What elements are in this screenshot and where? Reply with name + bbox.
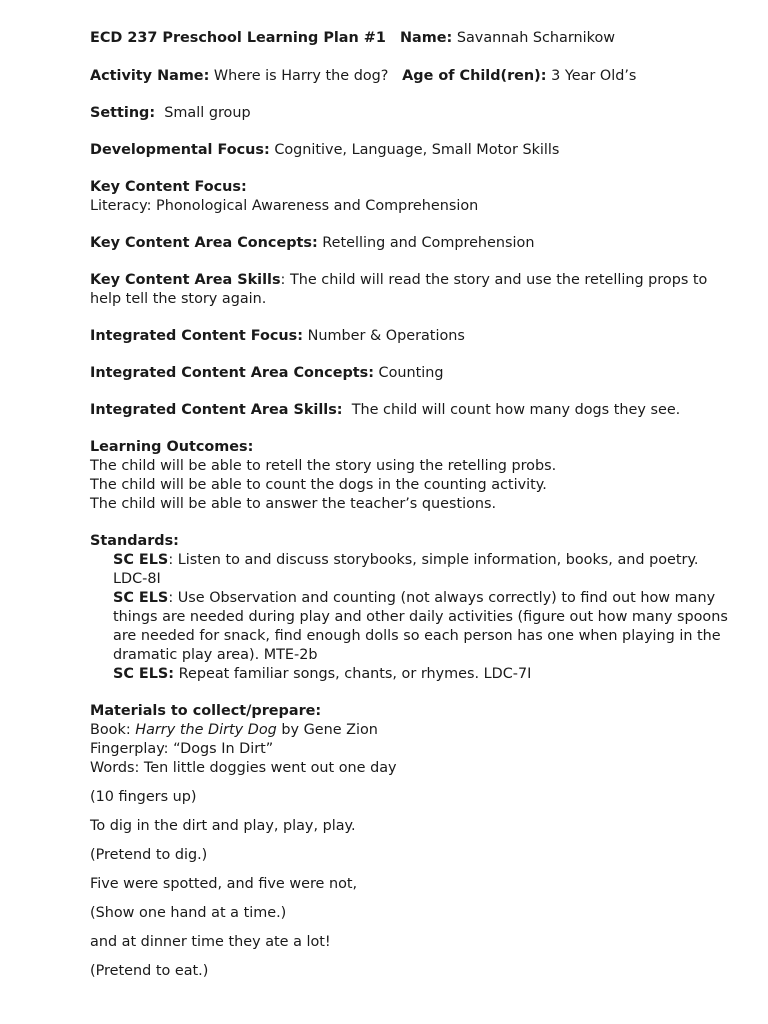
book-prefix: Book: [90,722,136,738]
standard-label: SC ELS [113,552,169,568]
learning-outcomes-label: Learning Outcomes: [90,439,254,455]
key-content-area-skills-label: Key Content Area Skills [90,272,281,288]
age-value: 3 Year Old’s [551,68,637,84]
integrated-content-area-concepts-line [90,364,730,383]
materials-label: Materials to collect/prepare: [90,703,322,719]
integrated-content-focus-line [90,327,730,346]
poem-line: (Pretend to dig.) [90,847,208,863]
materials-book-line [90,721,730,740]
activity-name-value: Where is Harry the dog? [213,68,389,84]
standard-label: SC ELS: [113,666,175,682]
setting-value: Small group [164,105,251,121]
poem-line: To dig in the dirt and play, play, play. [90,818,356,834]
developmental-focus-value: Cognitive, Language, Small Motor Skills [274,142,560,158]
document-header [90,30,730,49]
standard-item [90,589,730,665]
book-title: Harry the Dirty Dog [135,722,277,738]
key-content-area-concepts-value: Retelling and Comprehension [322,235,535,251]
setting-line [90,104,730,123]
name-value: Savannah Scharnikow [456,30,616,46]
integrated-content-area-concepts-label: Integrated Content Area Concepts: [90,365,374,381]
key-content-area-concepts-label: Key Content Area Concepts: [90,235,318,251]
key-content-focus-label: Key Content Focus: [90,179,247,195]
key-content-focus-value: Literacy: Phonological Awareness and Comprehension [90,198,479,214]
key-content-area-skills-value: : The child will read the story and use the retelling props to help tell the story again. [90,272,708,307]
name-label: Name: [400,30,453,46]
learning-plan-document [90,30,730,991]
integrated-content-focus-value: Number & Operations [307,328,465,344]
learning-outcome-item: The child will be able to count the dogs in the counting activity. [90,477,547,493]
key-content-area-skills-paragraph [90,271,730,309]
poem-line: and at dinner time they ate a lot! [90,934,331,950]
integrated-content-area-skills-value: The child will count how many dogs they see. [351,402,681,418]
student-name-field [400,30,615,46]
age-label: Age of Child(ren): [402,68,547,84]
standard-item [90,551,730,589]
standard-text: : Listen to and discuss storybooks, simple information, books, and poetry. LDC-8I [113,552,699,587]
integrated-content-area-skills-line [90,401,730,420]
book-author: by Gene Zion [276,722,378,738]
integrated-content-area-concepts-value: Counting [378,365,444,381]
developmental-focus-label: Developmental Focus: [90,142,270,158]
activity-name-label: Activity Name: [90,68,210,84]
standard-label: SC ELS [113,590,169,606]
materials-words-line: Words: Ten little doggies went out one day [90,760,397,776]
poem-line: (10 fingers up) [90,789,197,805]
poem-line: (Pretend to eat.) [90,963,209,979]
standard-text: Repeat familiar songs, chants, or rhymes. LDC-7I [178,666,532,682]
learning-outcome-item: The child will be able to answer the teacher’s questions. [90,496,497,512]
poem-line: Five were spotted, and five were not, [90,876,358,892]
developmental-focus-line [90,141,730,160]
integrated-content-focus-label: Integrated Content Focus: [90,328,303,344]
learning-outcomes-heading [90,438,730,457]
activity-line [90,67,730,86]
materials-heading [90,702,730,721]
materials-fingerplay-line: Fingerplay: “Dogs In Dirt” [90,741,274,757]
plan-title: ECD 237 Preschool Learning Plan #1 [90,30,386,46]
poem-line: (Show one hand at a time.) [90,905,287,921]
standards-label: Standards: [90,533,179,549]
standards-heading [90,532,730,551]
standard-item [90,665,730,684]
standard-text: : Use Observation and counting (not always correctly) to find out how many things are needed during play and other daily activities (figure out how many spoons are needed for snack, find enough dolls so each person has one when playing in the dramatic play area). MTE-2b [113,590,728,663]
integrated-content-area-skills-label: Integrated Content Area Skills: [90,402,343,418]
key-content-area-concepts-line [90,234,730,253]
setting-label: Setting: [90,105,156,121]
key-content-focus-heading [90,178,730,197]
learning-outcome-item: The child will be able to retell the story using the retelling probs. [90,458,557,474]
